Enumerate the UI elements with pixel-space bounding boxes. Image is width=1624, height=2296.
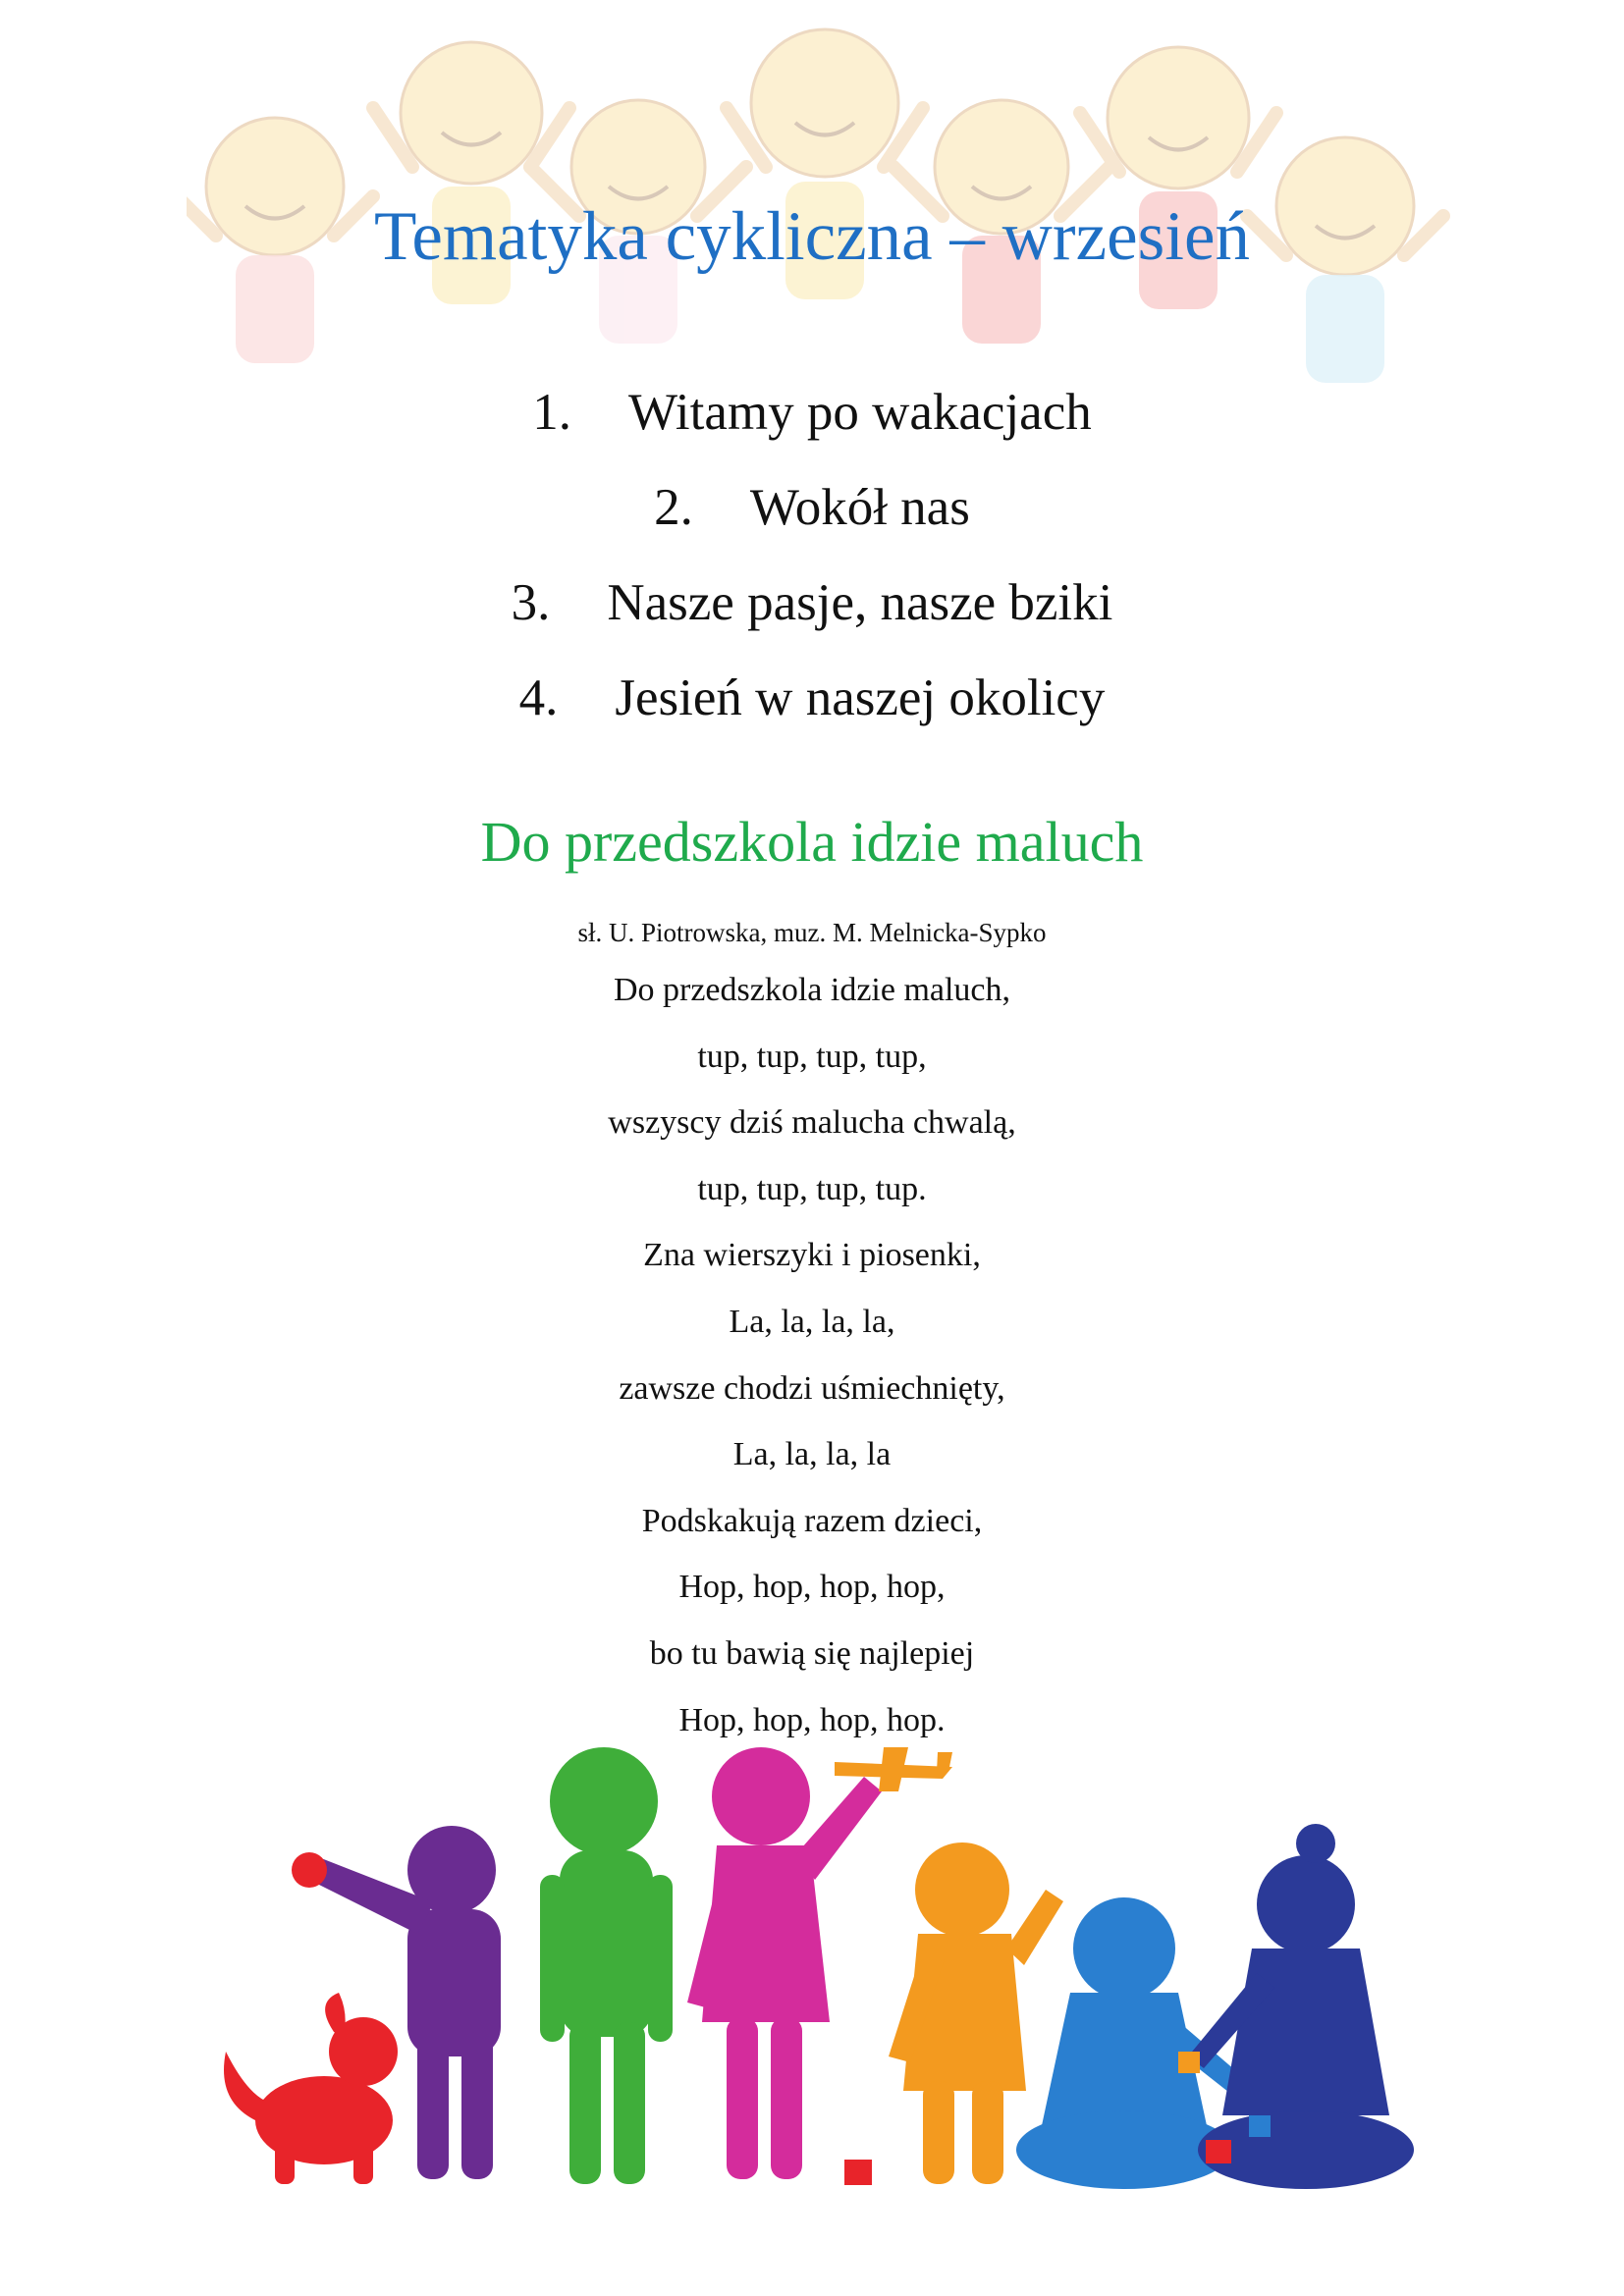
topic-text: Jesień w naszej okolicy <box>615 669 1106 726</box>
lyric-line: tup, tup, tup, tup. <box>697 1170 927 1207</box>
topic-number: 2. <box>654 479 693 536</box>
child-with-plane-silhouette <box>687 1747 882 2179</box>
sitting-child-silhouette <box>1188 1824 1414 2189</box>
topic-number: 3. <box>511 574 551 631</box>
list-item <box>0 460 1624 556</box>
toy-plane-icon <box>835 1747 952 1791</box>
toy-block-icon <box>1206 2140 1231 2163</box>
page-title: Tematyka cykliczna – wrzesień <box>374 198 1250 275</box>
ball-icon <box>292 1852 327 1888</box>
lyric-line: bo tu bawią się najlepiej <box>649 1634 975 1672</box>
topic-number: 4. <box>518 669 559 726</box>
list-item <box>0 651 1624 746</box>
song-lyrics <box>0 957 1624 1753</box>
topic-text: Wokół nas <box>749 479 970 536</box>
list-item <box>0 556 1624 651</box>
topic-text: Nasze pasje, nasze bziki <box>607 574 1113 631</box>
lyric-line: La, la, la, la <box>732 1436 892 1473</box>
lyric-line: Do przedszkola idzie maluch, <box>613 972 1011 1008</box>
lyric-line: La, la, la, la, <box>729 1303 895 1340</box>
list-item <box>0 365 1624 460</box>
toy-block-icon <box>844 2160 872 2185</box>
toy-block-icon <box>1249 2115 1271 2137</box>
topics-list <box>0 365 1624 746</box>
lyric-line: Podskakują razem dzieci, <box>641 1502 983 1539</box>
standing-child-silhouette <box>540 1747 673 2184</box>
children-silhouettes-illustration <box>216 1737 1434 2199</box>
song-title: Do przedszkola idzie maluch <box>480 810 1144 874</box>
topic-text: Witamy po wakacjach <box>628 384 1092 441</box>
lyric-line: wszyscy dziś malucha chwalą, <box>608 1104 1016 1142</box>
lyric-line: tup, tup, tup, tup, <box>697 1038 927 1075</box>
lyric-line: Hop, hop, hop, hop, <box>678 1569 946 1606</box>
dog-silhouette <box>224 1993 398 2184</box>
lyric-line: Zna wierszyki i piosenki, <box>643 1237 981 1274</box>
lyric-line: zawsze chodzi uśmiechnięty, <box>619 1369 1005 1407</box>
toy-block-icon <box>1178 2052 1200 2073</box>
song-credits: sł. U. Piotrowska, muz. M. Melnicka-Sypko <box>577 918 1047 947</box>
topic-number: 1. <box>532 384 571 441</box>
lyric-line: Hop, hop, hop, hop. <box>678 1701 946 1738</box>
